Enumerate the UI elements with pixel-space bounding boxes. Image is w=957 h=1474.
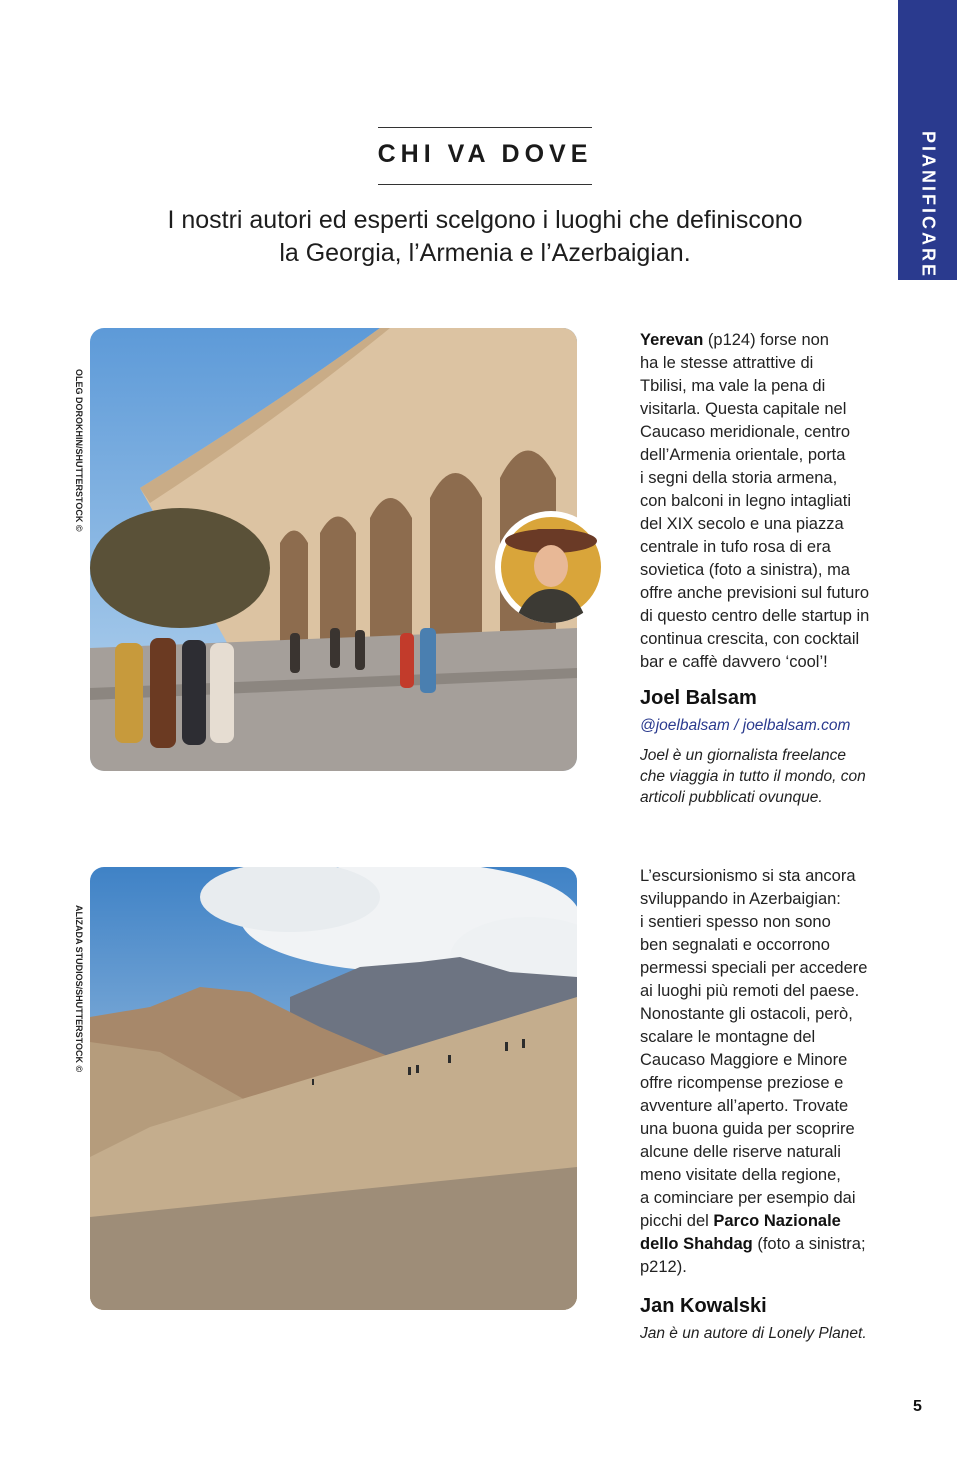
entry-text: L’escursionismo si sta ancora sviluppando in Azerbaigian: i sentieri spesso non sono ben segnalati e occorrono permessi speciali per accedere ai luoghi più remoti del paese. Nonostante gli ostacoli, però, scalare le montagne del Caucaso Maggiore e Minore offre ricompense preziose e avventure all’aperto. Trovate una buona guida per scoprire alcune delle riserve naturali meno visitate della regione, a cominciare per esempio dai picchi del Parco Nazionale dello Shahdag (foto a sinistra; p212). bbox=[640, 867, 868, 1276]
section-tab-label: PIANIFICARE bbox=[918, 130, 938, 280]
section-title: CHI VA DOVE bbox=[377, 140, 593, 168]
entry-text: Yerevan (p124) forse non ha le stesse attrattive di Tbilisi, ma vale la pena di visitarla. Questa capitale nel Caucaso meridionale, centro dell’Armenia orientale, porta i segni della storia armena, con balconi in legno intagliati del XIX secolo e una piazza centrale in tufo rosa di era sovietica (foto a sinistra), ma offre anche previsioni sul futuro di questo centro delle startup in continua crescita, con cocktail bar e caffè davvero ‘cool’! bbox=[640, 331, 870, 671]
page-number: 5 bbox=[913, 1398, 922, 1415]
shahdag-photo bbox=[90, 867, 577, 1310]
author-handle-link[interactable]: @joelbalsam / joelbalsam.com bbox=[640, 717, 851, 734]
section-tab bbox=[898, 0, 957, 280]
author-avatar bbox=[495, 511, 607, 623]
photo-credit: ALIZADA STUDIOS/SHUTTERSTOCK © bbox=[74, 905, 84, 1073]
author-bio: Joel è un giornalista freelance che viaggia in tutto il mondo, con articoli pubblicati ovunque. bbox=[640, 747, 866, 806]
author-name: Jan Kowalski bbox=[640, 1295, 767, 1317]
title-rule-bottom bbox=[378, 184, 592, 185]
title-rule-top bbox=[378, 127, 592, 128]
photo-credit: OLEG DOROKHIN/SHUTTERSTOCK © bbox=[74, 369, 84, 532]
section-subtitle: I nostri autori ed esperti scelgono i luoghi che definiscono la Georgia, l’Armenia e l’Azerbaigian. bbox=[167, 206, 803, 267]
author-name: Joel Balsam bbox=[640, 687, 757, 709]
author-bio: Jan è un autore di Lonely Planet. bbox=[640, 1325, 867, 1342]
